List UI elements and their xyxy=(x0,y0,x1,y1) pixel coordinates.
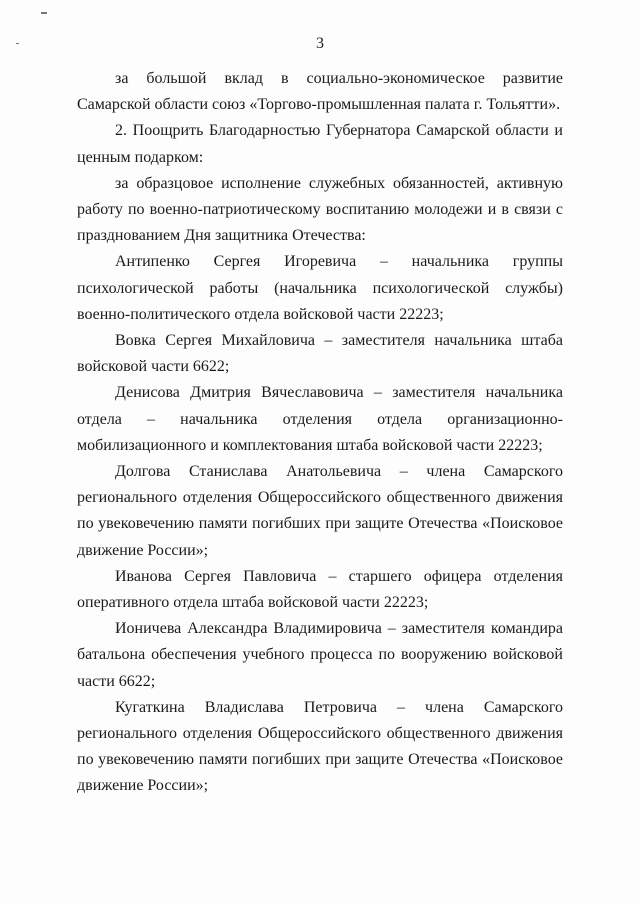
paragraph-antipenko: Антипенко Сергея Игоревича – начальника группы психологической работы (начальника психологической службы) военно-политического отдела войсковой части 22223; xyxy=(77,253,563,323)
page-number: 3 xyxy=(316,35,324,52)
document-body xyxy=(77,66,563,800)
paragraph-award-contribution: за большой вклад в социально-экономическое развитие Самарской области союз «Торгово-промышленная палата г. Тольятти». xyxy=(77,70,563,114)
paragraph-denisov: Денисова Дмитрия Вячеславовича – заместителя начальника отдела – начальника отделения отдела организационно-мобилизационного и комплектования штаба войсковой части 22223; xyxy=(77,384,563,454)
paragraph-vovk: Вовка Сергея Михайловича – заместителя начальника штаба войсковой части 6622; xyxy=(77,332,563,376)
paragraph-dolgov: Долгова Станислава Анатольевича – члена Самарского регионального отделения Общероссийского общественного движения по увековечению памяти погибших при защите Отечества «Поисковое движение России»; xyxy=(77,463,563,559)
paragraph-item-2: 2. Поощрить Благодарностью Губернатора Самарской области и ценным подарком: xyxy=(77,122,563,166)
paragraph-reason: за образцовое исполнение служебных обязанностей, активную работу по военно-патриотическому воспитанию молодежи и в связи с празднованием Дня защитника Отечества: xyxy=(77,174,563,245)
scan-mark xyxy=(41,12,47,14)
paragraph-ionichev: Ионичева Александра Владимировича – заместителя командира батальона обеспечения учебного процесса по вооружению войсковой части 6622; xyxy=(77,620,563,690)
paragraph-kugatkin: Кугаткина Владислава Петровича – члена Самарского регионального отделения Общероссийского общественного движения по увековечению памяти погибших при защите Отечества «Поисковое движение России»; xyxy=(77,698,563,795)
paragraph-ivanov: Иванова Сергея Павловича – старшего офицера отделения оперативного отдела штаба войсковой части 22223; xyxy=(77,567,563,612)
